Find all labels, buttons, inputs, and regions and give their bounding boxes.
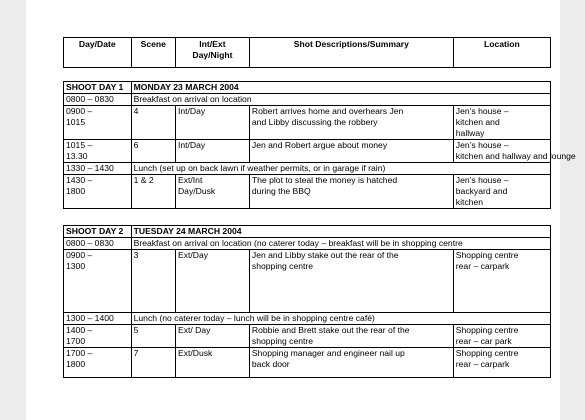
header-row [64,38,551,68]
row-note: Breakfast on arrival on location [131,94,550,106]
scene-row [64,175,551,209]
row-time: 1015 – 13.30 [64,140,132,163]
scene-row [64,325,551,348]
row-int-ext: Ext/Int Day/Dusk [175,175,249,209]
header-int-ext: Int/Ext Day/Night [175,38,249,68]
row-shot: Robbie and Brett stake out the rear of the shopping centre [249,325,453,348]
row-time: 1700 – 1800 [64,348,132,378]
shooting-schedule-table [63,37,576,378]
header-scene: Scene [131,38,175,68]
day-header-row [64,226,551,238]
spacer-row [64,68,551,82]
break-row [64,163,551,175]
row-location: Jen’s house – backyard and kitchen [453,175,550,209]
spacer-row [64,209,551,226]
row-scene: 6 [131,140,175,163]
header-shot-description: Shot Descriptions/Summary [249,38,453,68]
row-scene: 5 [131,325,175,348]
break-row [64,313,551,325]
row-time: 0900 – 1300 [64,250,132,313]
row-note: Lunch (no caterer today – lunch will be in shopping centre café) [131,313,550,325]
document-page [26,0,576,420]
row-scene: 3 [131,250,175,313]
scene-row [64,250,551,313]
row-location: Shopping centre rear – carpark [453,250,550,313]
row-scene: 4 [131,106,175,140]
row-int-ext: Int/Day [175,140,249,163]
row-time: 0800 – 0830 [64,94,132,106]
row-shot: The plot to steal the money is hatched during the BBQ [249,175,453,209]
row-int-ext: Ext/ Day [175,325,249,348]
row-shot: Jen and Libby stake out the rear of the shopping centre [249,250,453,313]
scene-row [64,140,551,163]
header-day-date: Day/Date [64,38,132,68]
day-label: SHOOT DAY 1 [64,82,132,94]
day-date: TUESDAY 24 MARCH 2004 [131,226,550,238]
scene-row [64,348,551,378]
row-scene: 7 [131,348,175,378]
row-location: Shopping centre rear – carpark [453,348,550,378]
row-shot: Shopping manager and engineer nail up back door [249,348,453,378]
row-scene: 1 & 2 [131,175,175,209]
row-shot: Jen and Robert argue about money [249,140,453,163]
row-time: 1430 – 1800 [64,175,132,209]
day-date: MONDAY 23 MARCH 2004 [131,82,550,94]
row-int-ext: Ext/Dusk [175,348,249,378]
row-location: Jen’s house – kitchen and hallway [453,106,550,140]
row-time: 1330 – 1430 [64,163,132,175]
row-time: 0800 – 0830 [64,238,132,250]
row-int-ext: Int/Day [175,106,249,140]
break-row [64,94,551,106]
scene-row [64,106,551,140]
row-time: 1300 – 1400 [64,313,132,325]
row-location: Jen’s house – kitchen and hallway and lounge [453,140,550,163]
day-label: SHOOT DAY 2 [64,226,132,238]
row-int-ext: Ext/Day [175,250,249,313]
row-note: Lunch (set up on back lawn if weather permits, or in garage if rain) [131,163,550,175]
break-row [64,238,551,250]
row-location: Shopping centre rear – car park [453,325,550,348]
header-location: Location [453,38,550,68]
row-time: 0900 – 1015 [64,106,132,140]
row-time: 1400 – 1700 [64,325,132,348]
row-shot: Robert arrives home and overhears Jen and Libby discussing the robbery [249,106,453,140]
day-header-row [64,82,551,94]
row-note: Breakfast on arrival on location (no caterer today – breakfast will be in shopping centre [131,238,550,250]
